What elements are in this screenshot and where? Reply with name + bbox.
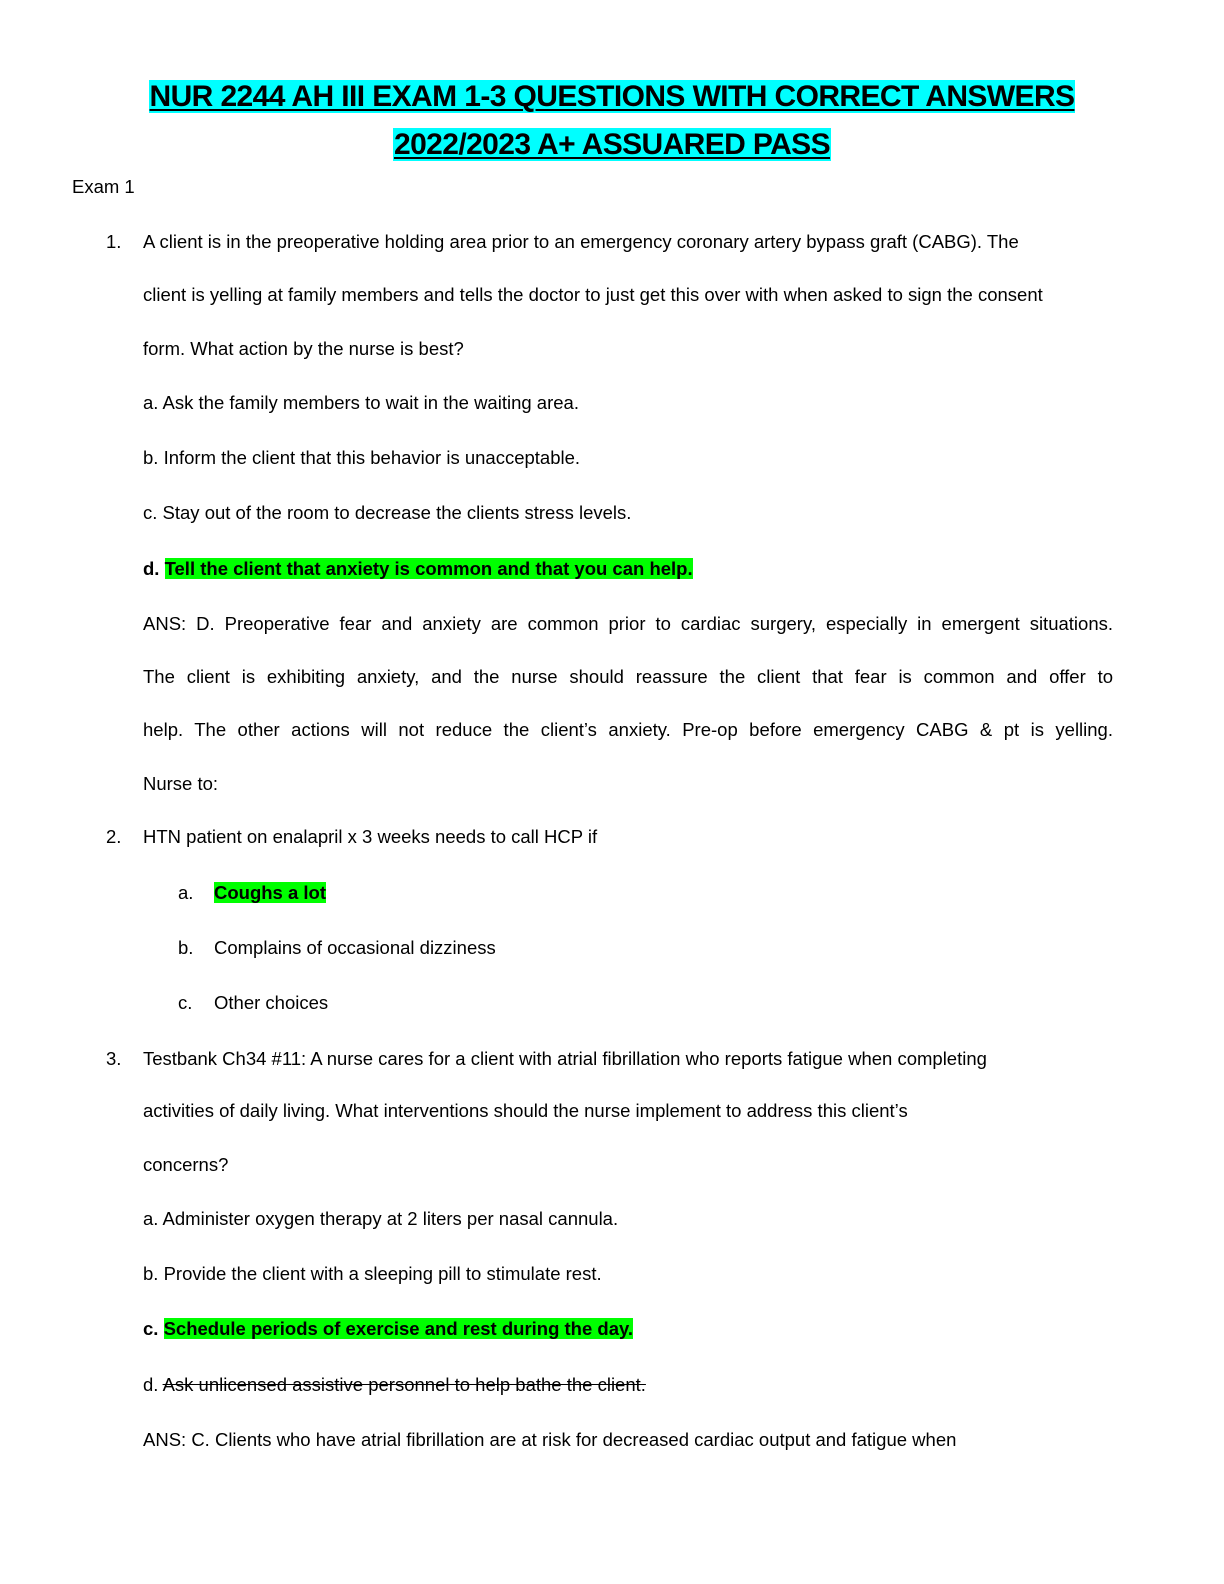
correct-answer-option [143, 556, 693, 582]
option-letter: a. [178, 882, 194, 903]
option-letter: c. [178, 992, 193, 1013]
rationale-line: help. The other actions will not reduce the client’s anxiety. Pre-op before emergency CABG & pt is yelling. [143, 719, 1113, 740]
question-stem-line: activities of daily living. What interventions should the nurse implement to address this client’s [143, 1100, 908, 1121]
question-stem-line: A client is in the preoperative holding area prior to an emergency coronary artery bypass graft (CABG). The [143, 231, 1019, 252]
section-label: Exam 1 [72, 176, 135, 197]
rationale-line: ANS: D. Preoperative fear and anxiety are common prior to cardiac surgery, especially in emergent situations. [143, 613, 1113, 634]
rationale-line: The client is exhibiting anxiety, and the nurse should reassure the client that fear is common and offer to [143, 666, 1113, 687]
question-number: 3. [106, 1048, 122, 1069]
question-stem-line: concerns? [143, 1154, 229, 1175]
correct-answer-option [214, 880, 326, 906]
document-title-line-2: 2022/2023 A+ ASSUARED PASS [394, 128, 830, 161]
question-number: 2. [106, 826, 122, 847]
question-stem-line: HTN patient on enalapril x 3 weeks needs to call HCP if [143, 826, 598, 847]
answer-option: Complains of occasional dizziness [214, 937, 496, 958]
answer-option: Other choices [214, 992, 329, 1013]
answer-option: c. Stay out of the room to decrease the clients stress levels. [143, 502, 632, 523]
struck-through-text: Ask unlicensed assistive personnel to help bathe the client. [162, 1374, 646, 1395]
option-letter: b. [178, 937, 194, 958]
option-letter: d. [143, 558, 165, 579]
option-letter: c. [143, 1318, 164, 1339]
highlighted-answer: Schedule periods of exercise and rest during the day. [163, 1318, 634, 1339]
highlighted-answer: Coughs a lot [214, 882, 327, 903]
question-stem-line: form. What action by the nurse is best? [143, 338, 464, 359]
highlighted-answer: Tell the client that anxiety is common and that you can help. [164, 558, 693, 579]
answer-option: a. Administer oxygen therapy at 2 liters per nasal cannula. [143, 1208, 619, 1229]
option-letter: d. [143, 1374, 163, 1395]
question-stem-line: client is yelling at family members and tells the doctor to just get this over with when asked to sign the consent [143, 284, 1043, 305]
struck-answer-option [143, 1372, 646, 1398]
question-number: 1. [106, 231, 122, 252]
answer-option: b. Inform the client that this behavior is unacceptable. [143, 447, 581, 468]
rationale-line: ANS: C. Clients who have atrial fibrillation are at risk for decreased cardiac output and fatigue when [143, 1429, 957, 1450]
question-stem-line: Testbank Ch34 #11: A nurse cares for a client with atrial fibrillation who reports fatigue when completing [143, 1048, 987, 1069]
answer-option: a. Ask the family members to wait in the waiting area. [143, 392, 579, 413]
document-title-line-1: NUR 2244 AH III EXAM 1-3 QUESTIONS WITH CORRECT ANSWERS [149, 80, 1075, 113]
correct-answer-option [143, 1316, 633, 1342]
rationale-line: Nurse to: [143, 773, 219, 794]
answer-option: b. Provide the client with a sleeping pill to stimulate rest. [143, 1263, 602, 1284]
